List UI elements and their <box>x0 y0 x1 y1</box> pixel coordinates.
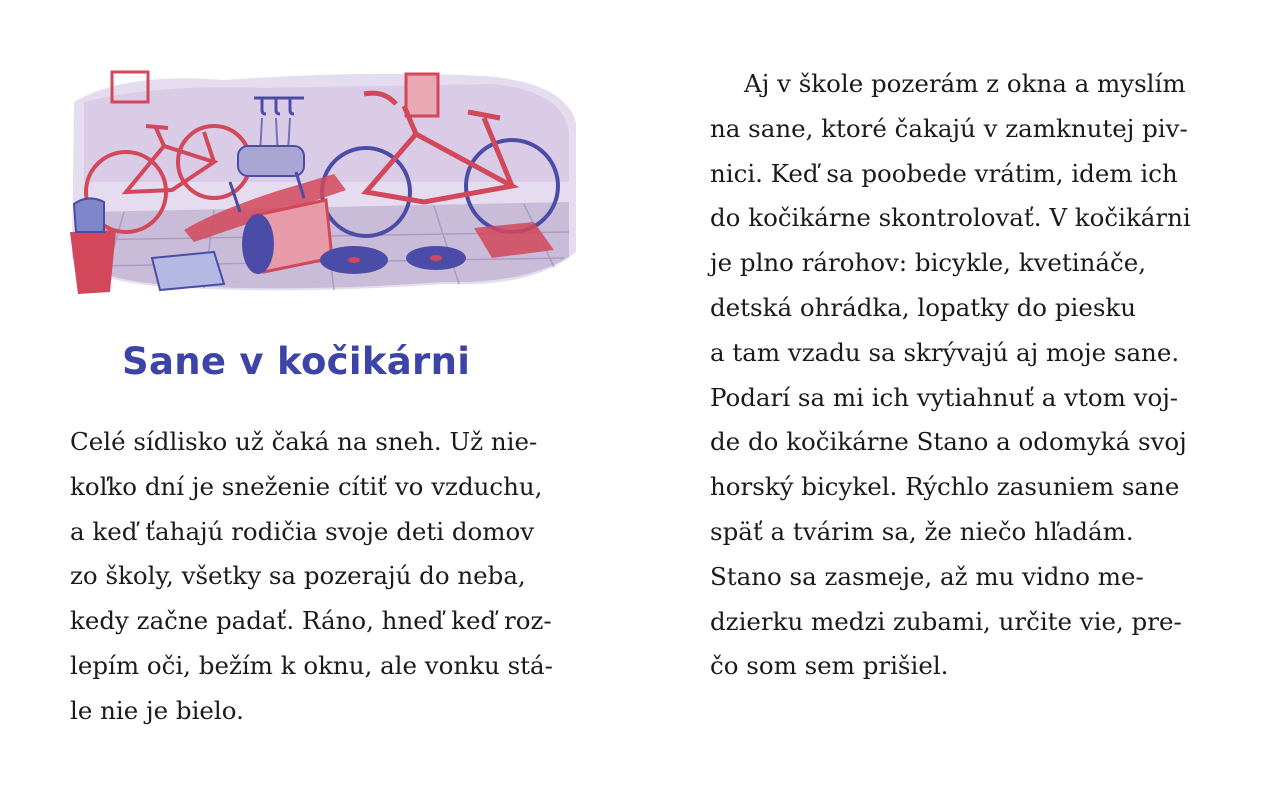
bicycle-room-illustration <box>64 62 584 302</box>
text-line: a keď ťahajú rodičia svoje deti domov <box>70 516 535 546</box>
text-line: zo školy, všetky sa pozerajú do neba, <box>70 561 526 591</box>
text-line: horský bicykel. Rýchlo zasuniem sane <box>710 472 1180 502</box>
text-line: do kočikárne skontrolovať. V kočikárni <box>710 203 1191 233</box>
text-line: na sane, ktoré čakajú v zamknutej piv- <box>710 113 1188 143</box>
text-line: dzierku medzi zubami, určite vie, pre- <box>710 606 1182 636</box>
text-line: späť a tvárim sa, že niečo hľadám. <box>710 516 1134 546</box>
text-line: Aj v škole pozerám z okna a myslím <box>744 69 1186 98</box>
text-line: čo som sem prišiel. <box>710 651 949 681</box>
text-line: Stano sa zasmeje, až mu vidno me- <box>710 561 1144 591</box>
text-line: je plno rárohov: bicykle, kvetináče, <box>710 248 1147 278</box>
text-line: nici. Keď sa poobede vrátim, idem ich <box>710 158 1178 188</box>
text-line: koľko dní je sneženie cítiť vo vzduchu, <box>70 471 543 501</box>
chapter-title: Sane v kočikárni <box>122 340 471 383</box>
right-column-text <box>710 62 1250 689</box>
left-column-text <box>70 420 610 734</box>
text-line: detská ohrádka, lopatky do piesku <box>710 292 1137 322</box>
text-line: kedy začne padať. Ráno, hneď keď roz- <box>70 606 552 636</box>
text-line: le nie je bielo. <box>70 695 244 725</box>
text-line: a tam vzadu sa skrývajú aj moje sane. <box>710 337 1180 367</box>
text-line: de do kočikárne Stano a odomyká svoj <box>710 427 1187 457</box>
text-line: Celé sídlisko už čaká na sneh. Už nie- <box>70 427 538 456</box>
text-line: lepím oči, bežím k oknu, ale vonku stá- <box>70 650 553 680</box>
text-line: Podarí sa mi ich vytiahnuť a vtom voj- <box>710 382 1179 412</box>
